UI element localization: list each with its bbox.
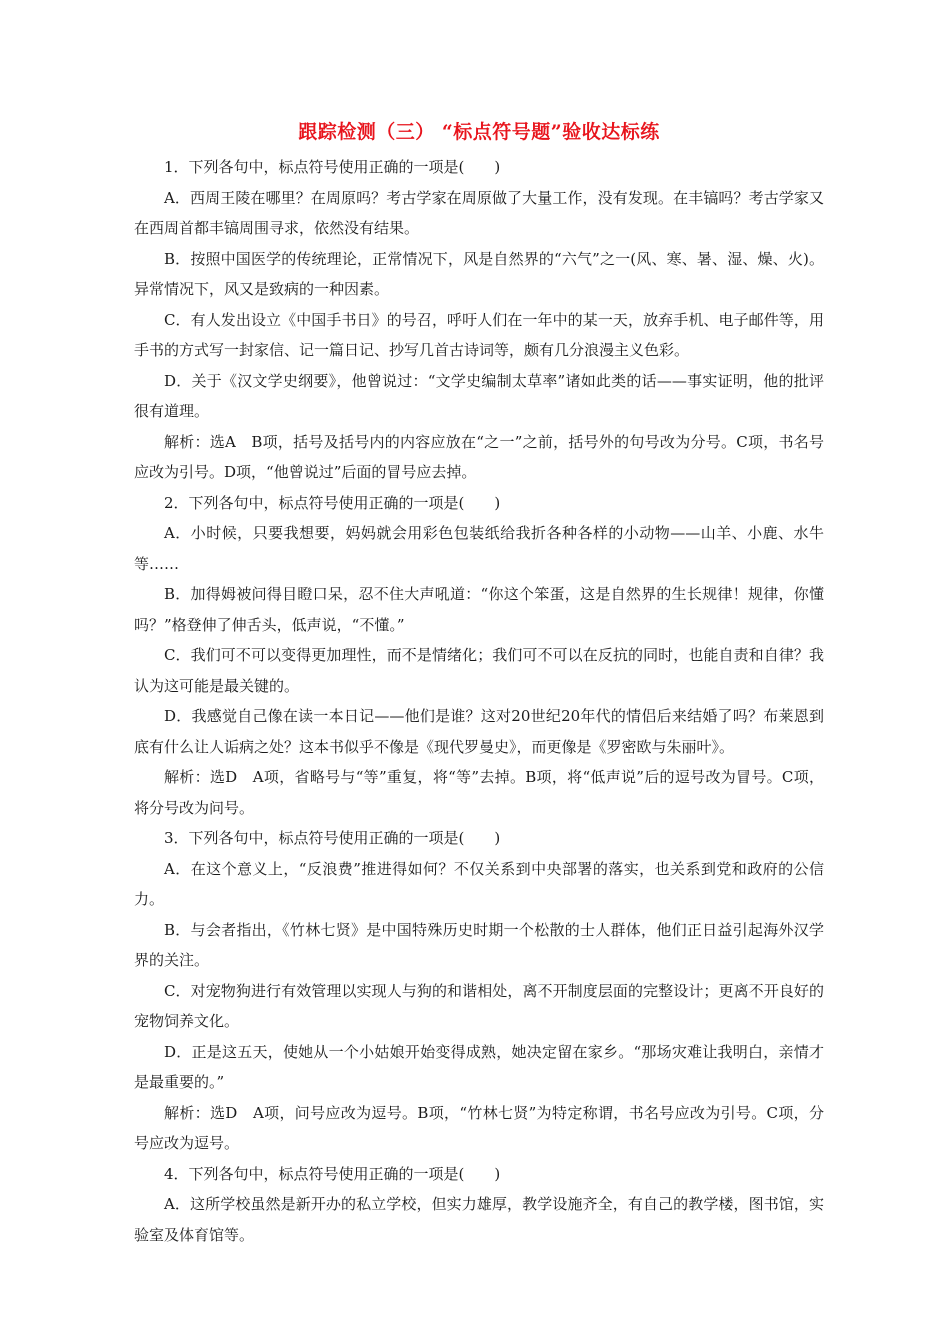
question-4-stem: 4．下列各句中，标点符号使用正确的一项是( )	[164, 1164, 501, 1183]
question-1-option-b: B．按照中国医学的传统理论，正常情况下，风是自然界的“六气”之一(风、寒、暑、湿、燥、火)。异常情况下，风又是致病的一种因素。	[134, 249, 824, 298]
question-1-analysis: 解析：选A B项，括号及括号内的内容应放在“之一”之前，括号外的句号改为分号。C项，书名号应改为引号。D项，“他曾说过”后面的冒号应去掉。	[134, 432, 824, 481]
question-1-option-a: A．西周王陵在哪里？在周原吗？考古学家在周原做了大量工作，没有发现。在丰镐吗？考古学家又在西周首都丰镐周围寻求，依然没有结果。	[134, 188, 824, 237]
question-2-option-c: C．我们可不可以变得更加理性，而不是情绪化；我们可不可以在反抗的同时，也能自责和自律？我认为这可能是最关键的。	[134, 646, 824, 695]
question-4-option-a: A．这所学校虽然是新开办的私立学校，但实力雄厚，教学设施齐全，有自己的教学楼，图书馆，实验室及体育馆等。	[134, 1195, 824, 1244]
question-3-analysis: 解析：选D A项，问号应改为逗号。B项，“竹林七贤”为特定称谓，书名号应改为引号。C项，分号应改为逗号。	[134, 1103, 824, 1152]
question-3-option-a: A．在这个意义上，“反浪费”推进得如何？不仅关系到中央部署的落实，也关系到党和政府的公信力。	[134, 859, 824, 908]
question-2-option-a: A．小时候，只要我想要，妈妈就会用彩色包装纸给我折各种各样的小动物——山羊、小鹿、水牛等……	[134, 524, 824, 573]
question-1-option-d: D．关于《汉文学史纲要》，他曾说过：“文学史编制太草率”诸如此类的话——事实证明，他的批评很有道理。	[134, 371, 824, 420]
question-2-analysis: 解析：选D A项，省略号与“等”重复，将“等”去掉。B项，将“低声说”后的逗号改为冒号。C项，将分号改为问号。	[134, 768, 824, 817]
question-3-option-d: D．正是这五天，使她从一个小姑娘开始变得成熟，她决定留在家乡。“那场灾难让我明白，亲情才是最重要的。”	[134, 1042, 824, 1091]
question-2-option-d: D．我感觉自己像在读一本日记——他们是谁？这对20世纪20年代的情侣后来结婚了吗？布莱恩到底有什么让人诟病之处？这本书似乎不像是《现代罗曼史》，而更像是《罗密欧与朱丽叶》。	[134, 707, 824, 756]
question-2-option-b: B．加得姆被问得目瞪口呆，忍不住大声吼道：“你这个笨蛋，这是自然界的生长规律！规律，你懂吗？”格登伸了伸舌头，低声说，“不懂。”	[134, 585, 824, 634]
question-1-option-c: C．有人发出设立《中国手书日》的号召，呼吁人们在一年中的某一天，放弃手机、电子邮件等，用手书的方式写一封家信、记一篇日记、抄写几首古诗词等，颇有几分浪漫主义色彩。	[134, 310, 824, 359]
question-1-stem: 1．下列各句中，标点符号使用正确的一项是( )	[164, 158, 501, 176]
question-2-stem: 2．下列各句中，标点符号使用正确的一项是( )	[164, 493, 501, 512]
page-title: 跟踪检测（三） “标点符号题”验收达标练	[298, 121, 660, 143]
question-3-option-c: C．对宠物狗进行有效管理以实现人与狗的和谐相处，离不开制度层面的完整设计；更离不开良好的宠物饲养文化。	[134, 981, 824, 1030]
question-3-option-b: B．与会者指出，《竹林七贤》是中国特殊历史时期一个松散的士人群体，他们正日益引起海外汉学界的关注。	[134, 920, 824, 969]
document-page	[134, 118, 824, 1250]
question-3-stem: 3．下列各句中，标点符号使用正确的一项是( )	[164, 829, 501, 847]
